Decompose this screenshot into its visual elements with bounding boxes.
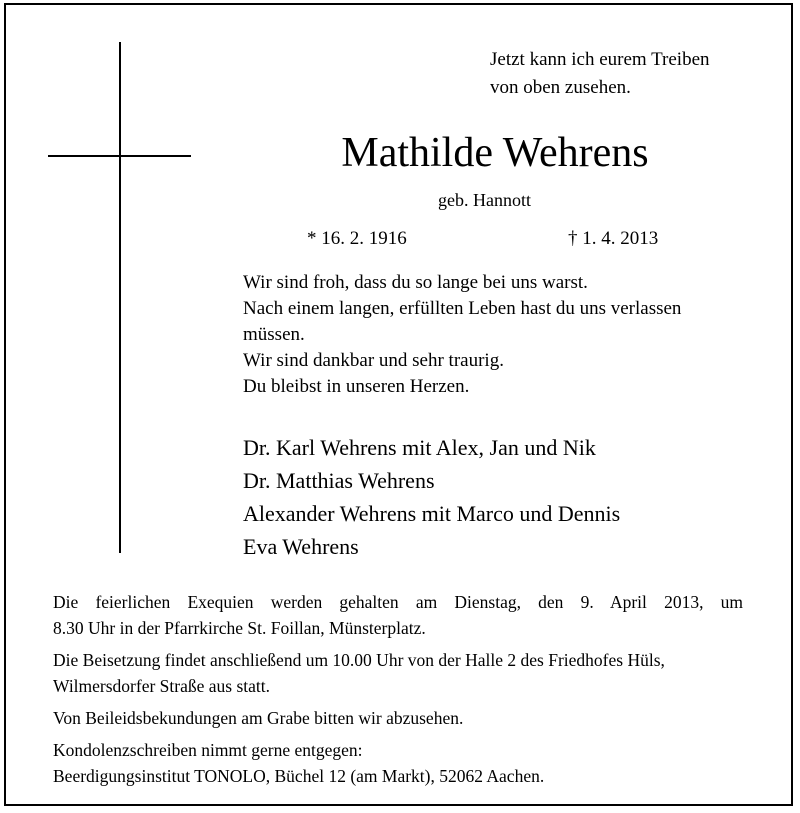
exequien-text: 8.30 Uhr in der Pfarrkirche St. Foillan, Münsterplatz. xyxy=(53,618,426,638)
burial-text: Die Beisetzung findet anschließend um 10.00 Uhr von der Halle 2 des Friedhofes Hüls, xyxy=(53,650,665,670)
funeral-notice xyxy=(53,589,743,789)
birth-date: * 16. 2. 1916 xyxy=(307,228,407,249)
letters-text: Beerdigungsinstitut TONOLO, Büchel 12 (am Markt), 52062 Aachen. xyxy=(53,766,545,786)
poem-line: müssen. xyxy=(243,324,305,345)
family-member: Dr. Karl Wehrens mit Alex, Jan und Nik xyxy=(243,435,596,460)
burial-text: Wilmersdorfer Straße aus statt. xyxy=(53,676,271,696)
motto-line: Jetzt kann ich eurem Treiben xyxy=(490,49,710,70)
poem-line: Du bleibst in unseren Herzen. xyxy=(243,376,470,397)
poem-line: Wir sind froh, dass du so lange bei uns warst. xyxy=(243,272,588,293)
poem xyxy=(243,270,773,400)
cross-icon-vertical xyxy=(119,42,121,553)
poem-line: Wir sind dankbar und sehr traurig. xyxy=(243,350,504,371)
deceased-name: Mathilde Wehrens xyxy=(341,130,649,176)
exequien-text: Die feierlichen Exequien werden gehalten am Dienstag, den 9. April 2013, um xyxy=(53,592,743,612)
family-member: Eva Wehrens xyxy=(243,534,359,559)
family-member: Alexander Wehrens mit Marco und Dennis xyxy=(243,501,621,526)
condolence-text: Von Beileidsbekundungen am Grabe bitten wir abzusehen. xyxy=(53,708,464,728)
family-signatures xyxy=(243,431,620,563)
poem-line: Nach einem langen, erfüllten Leben hast du uns verlassen xyxy=(243,298,682,319)
death-date: † 1. 4. 2013 xyxy=(568,228,659,249)
maiden-name: geb. Hannott xyxy=(438,190,531,210)
motto xyxy=(490,46,710,102)
letters-text: Kondolenzschreiben nimmt gerne entgegen: xyxy=(53,740,363,760)
motto-line: von oben zusehen. xyxy=(490,77,631,98)
family-member: Dr. Matthias Wehrens xyxy=(243,468,435,493)
